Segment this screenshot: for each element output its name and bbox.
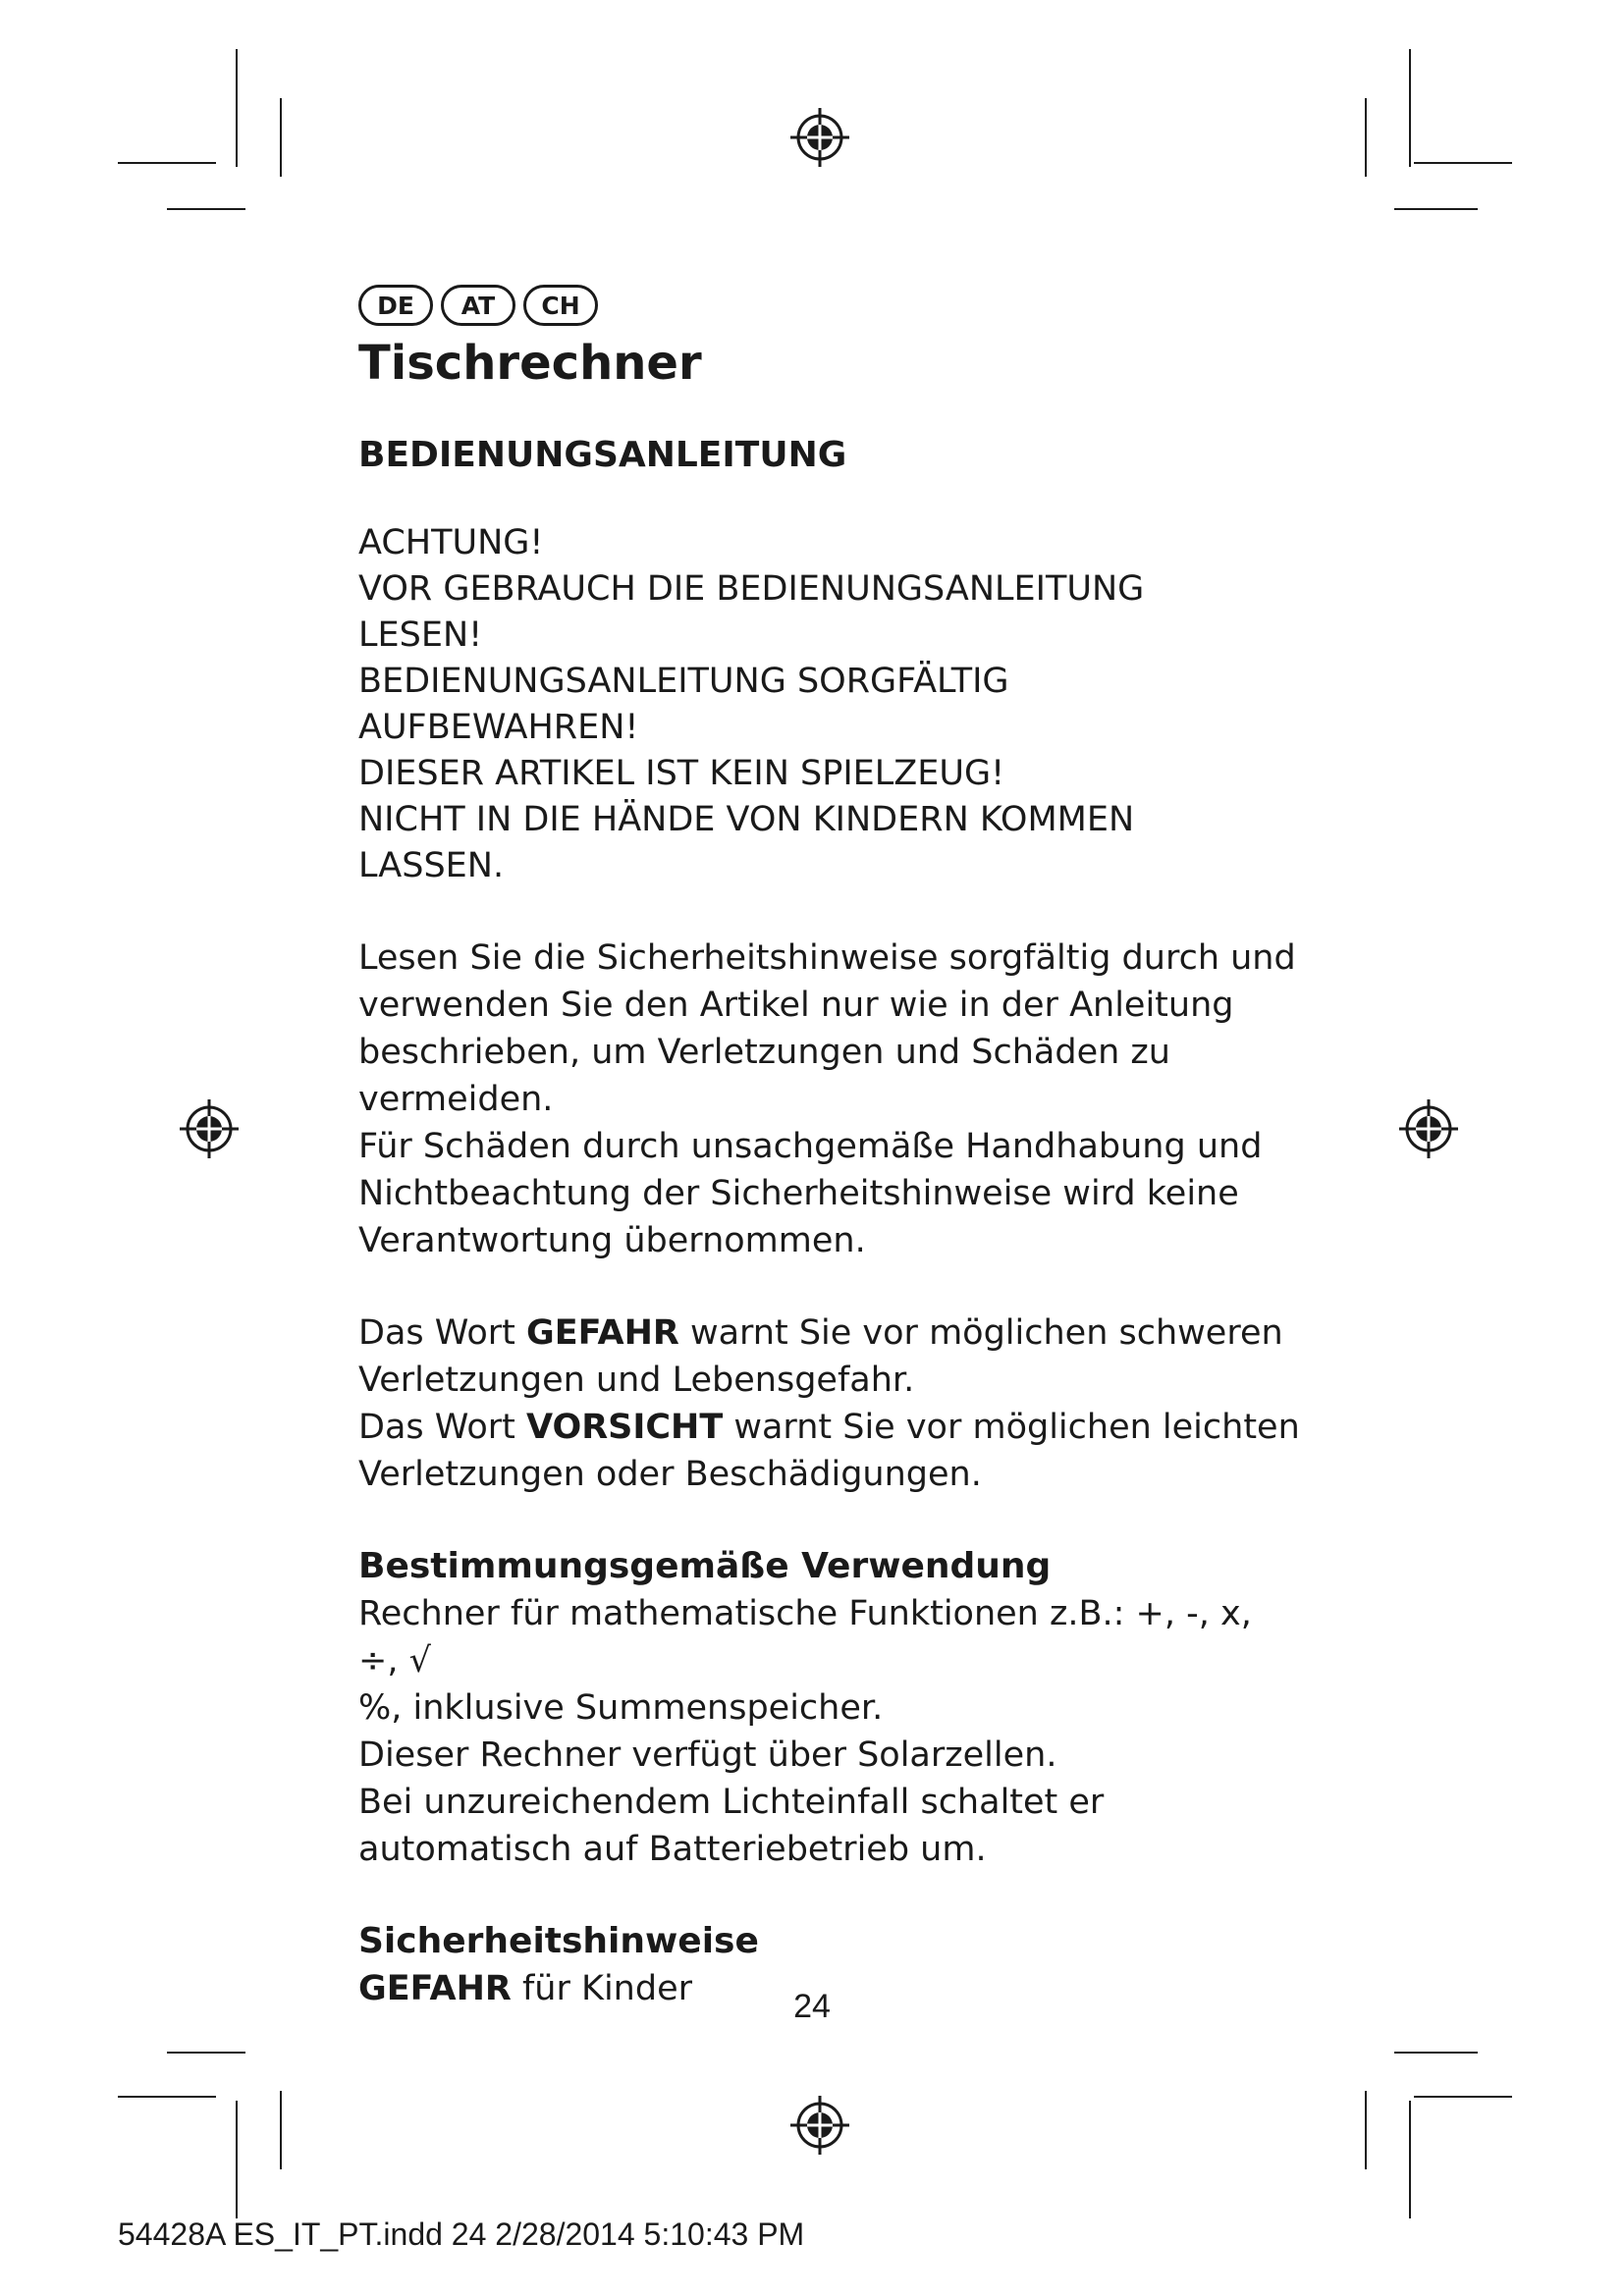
danger-prefix: Das Wort [358, 1312, 526, 1353]
country-badge-at: AT [441, 285, 515, 326]
crop-mark-line [236, 2101, 238, 2218]
warning-line: BEDIENUNGSANLEITUNG SORGFÄLTIG [358, 661, 1009, 701]
danger-signal-paragraph [358, 1309, 1301, 1404]
intro-paragraph: Lesen Sie die Sicherheitshinweise sorgfältig durch und verwenden Sie den Artikel nur wie in der Anleitung beschrieben, um Verletzungen und Schäden zu vermeiden. [358, 937, 1296, 1119]
caution-signal-paragraph [358, 1404, 1301, 1498]
safety-danger-word: GEFAHR [358, 1968, 512, 2008]
liability-paragraph: Für Schäden durch unsachgemäße Handhabung und Nichtbeachtung der Sicherheitshinweise wird keine Verantwortung übernommen. [358, 1126, 1263, 1260]
registration-mark-icon [785, 2091, 854, 2160]
danger-word: GEFAHR [525, 1312, 679, 1353]
danger-suffix: warnt Sie vor möglichen schweren Verletzungen und Lebensgefahr. [358, 1312, 1283, 1400]
crop-mark-line [1414, 2096, 1512, 2098]
crop-mark-line [118, 162, 216, 164]
country-badge-de: DE [358, 285, 433, 326]
document-subtitle: BEDIENUNGSANLEITUNG [358, 434, 847, 475]
print-slug-footer: 54428A ES_IT_PT.indd 24 2/28/2014 5:10:43 PM [118, 2216, 805, 2252]
crop-mark-line [280, 98, 282, 177]
country-badge-ch: CH [523, 285, 598, 326]
intended-use-line: Dieser Rechner verfügt über Solarzellen. [358, 1735, 1057, 1775]
crop-mark-line [1394, 2052, 1478, 2054]
warning-line: DIESER ARTIKEL IST KEIN SPIELZEUG! [358, 753, 1005, 793]
registration-mark-icon [1394, 1095, 1463, 1163]
crop-mark-line [280, 2091, 282, 2169]
registration-mark-icon [175, 1095, 244, 1163]
crop-mark-line [1409, 49, 1411, 167]
country-badges [358, 285, 1301, 326]
intended-use-line: %, inklusive Summenspeicher. [358, 1687, 884, 1728]
crop-mark-line [1365, 98, 1367, 177]
warning-line: VOR GEBRAUCH DIE BEDIENUNGSANLEITUNG [358, 568, 1145, 609]
crop-mark-line [167, 2052, 245, 2054]
intended-use-line: Rechner für mathematische Funktionen z.B.: +, -, x, ÷, √ [358, 1593, 1252, 1681]
crop-mark-line [118, 2096, 216, 2098]
caution-suffix: warnt Sie vor möglichen leichten Verletzungen oder Beschädigungen. [358, 1407, 1300, 1494]
safety-heading: Sicherheitshinweise [358, 1920, 759, 1961]
caution-word: VORSICHT [525, 1407, 724, 1447]
page-title: Tischrechner [358, 336, 702, 391]
warning-line: LASSEN. [358, 845, 505, 885]
warning-block [358, 520, 1301, 889]
warning-line: NICHT IN DIE HÄNDE VON KINDERN KOMMEN [358, 799, 1135, 839]
intended-use-line: Bei unzureichendem Lichteinfall schaltet er automatisch auf Batteriebetrieb um. [358, 1782, 1105, 1869]
crop-mark-line [1365, 2091, 1367, 2169]
crop-mark-line [236, 49, 238, 167]
warning-line: AUFBEWAHREN! [358, 707, 639, 747]
manual-page-content [358, 285, 1301, 2012]
caution-prefix: Das Wort [358, 1407, 526, 1447]
page-number: 24 [793, 1988, 831, 2025]
warning-line: LESEN! [358, 614, 483, 655]
safety-danger-suffix: für Kinder [511, 1968, 693, 2008]
registration-mark-icon [785, 103, 854, 172]
crop-mark-line [1394, 208, 1478, 210]
warning-line: ACHTUNG! [358, 522, 544, 562]
crop-mark-line [167, 208, 245, 210]
intended-use-heading: Bestimmungsgemäße Verwendung [358, 1545, 1052, 1586]
crop-mark-line [1414, 162, 1512, 164]
crop-mark-line [1409, 2101, 1411, 2218]
